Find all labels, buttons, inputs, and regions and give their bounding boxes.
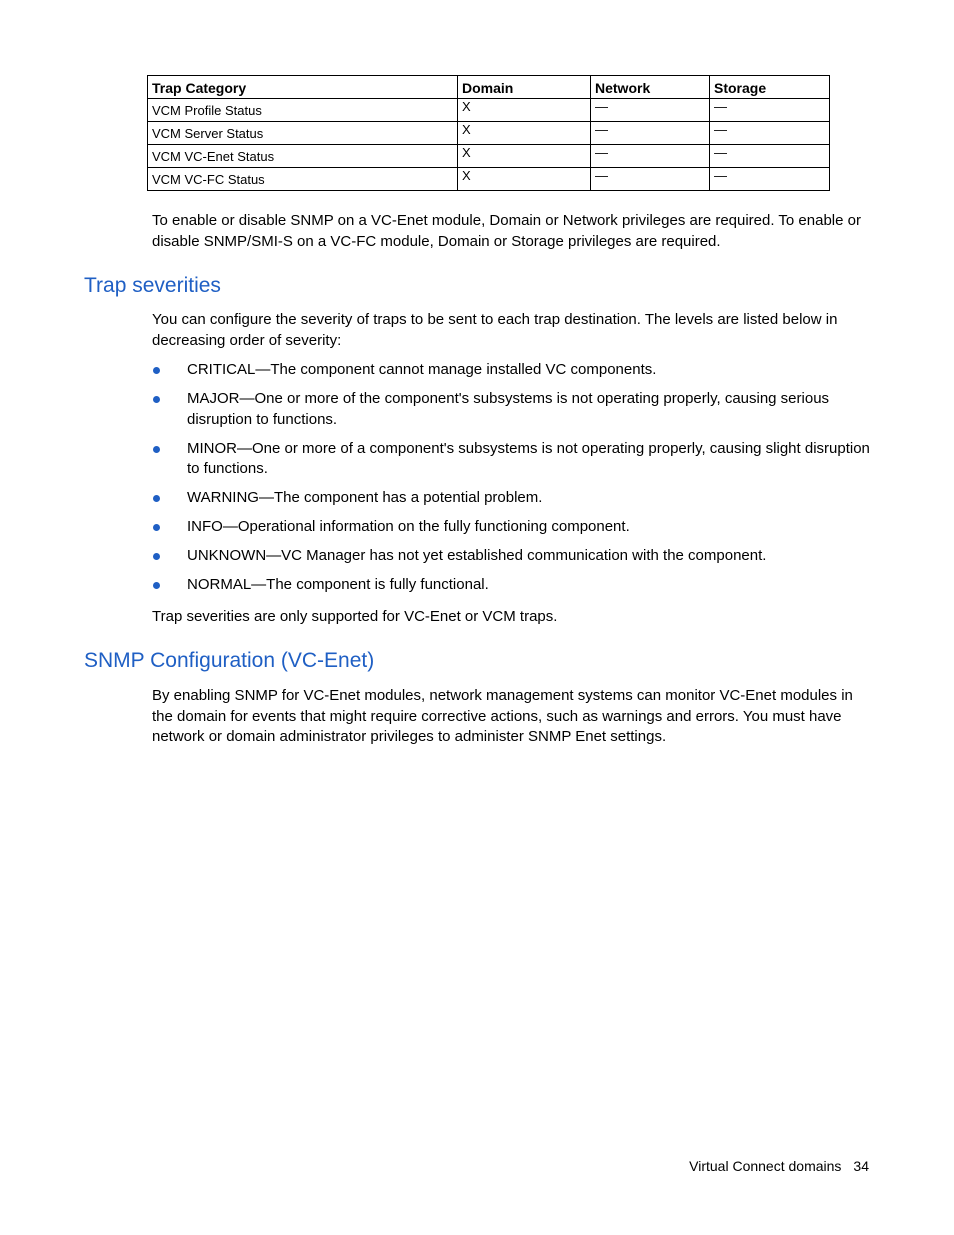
table-row xyxy=(148,145,830,168)
trap-category-table xyxy=(147,75,830,191)
bullet-icon xyxy=(153,524,160,531)
table-cell-category: VCM Server Status xyxy=(148,122,458,145)
trap-severities-note: Trap severities are only supported for VC-Enet or VCM traps. xyxy=(152,608,558,625)
column-header-network: Network xyxy=(591,76,710,99)
table-cell-network: — xyxy=(591,99,710,122)
table-cell-domain: X xyxy=(458,122,591,145)
bullet-icon xyxy=(153,582,160,589)
bullet-icon xyxy=(153,495,160,502)
severity-list xyxy=(152,360,874,604)
bullet-icon xyxy=(153,553,160,560)
list-item xyxy=(152,389,874,430)
table-cell-network: — xyxy=(591,168,710,191)
table-row xyxy=(148,122,830,145)
list-item xyxy=(152,488,874,509)
table-cell-storage: — xyxy=(710,99,830,122)
severity-critical-text: CRITICAL—The component cannot manage installed VC components. xyxy=(187,361,657,378)
bullet-icon xyxy=(153,446,160,453)
table-cell-domain: X xyxy=(458,99,591,122)
list-item xyxy=(152,575,874,596)
table-cell-storage: — xyxy=(710,168,830,191)
table-cell-domain: X xyxy=(458,168,591,191)
severity-warning-text: WARNING—The component has a potential problem. xyxy=(187,489,543,506)
bullet-icon xyxy=(153,367,160,374)
snmp-configuration-body: By enabling SNMP for VC-Enet modules, network management systems can monitor VC-Enet modules in the domain for events that might require corrective actions, such as warnings and errors. You must have network or domain administrator privileges to administer SNMP Enet settings. xyxy=(152,687,853,745)
column-header-domain: Domain xyxy=(458,76,591,99)
table-cell-category: VCM VC-FC Status xyxy=(148,168,458,191)
severity-minor-text: MINOR—One or more of a component's subsystems is not operating properly, causing slight disruption to functions. xyxy=(187,439,870,477)
table-cell-storage: — xyxy=(710,122,830,145)
table-cell-network: — xyxy=(591,145,710,168)
table-row xyxy=(148,168,830,191)
table-cell-category: VCM Profile Status xyxy=(148,99,458,122)
page-number: 34 xyxy=(853,1158,869,1174)
trap-severities-heading: Trap severities xyxy=(84,274,221,297)
table-cell-storage: — xyxy=(710,145,830,168)
table-row xyxy=(148,99,830,122)
column-header-storage: Storage xyxy=(710,76,830,99)
table-cell-domain: X xyxy=(458,145,591,168)
footer-section-title: Virtual Connect domains xyxy=(689,1158,842,1174)
list-item xyxy=(152,439,874,480)
trap-severities-intro: You can configure the severity of traps to be sent to each trap destination. The levels are listed below in decreasing order of severity: xyxy=(152,311,838,349)
list-item xyxy=(152,360,874,381)
page-footer xyxy=(689,1158,869,1174)
list-item xyxy=(152,546,874,567)
bullet-icon xyxy=(153,396,160,403)
list-item xyxy=(152,517,874,538)
severity-info-text: INFO—Operational information on the fully functioning component. xyxy=(187,518,630,535)
severity-normal-text: NORMAL—The component is fully functional. xyxy=(187,576,489,593)
snmp-privileges-paragraph: To enable or disable SNMP on a VC-Enet module, Domain or Network privileges are required. To enable or disable SNMP/SMI-S on a VC-FC module, Domain or Storage privileges are required. xyxy=(152,212,861,250)
snmp-configuration-heading: SNMP Configuration (VC-Enet) xyxy=(84,649,375,672)
table-cell-category: VCM VC-Enet Status xyxy=(148,145,458,168)
severity-unknown-text: UNKNOWN—VC Manager has not yet established communication with the component. xyxy=(187,547,767,564)
column-header-trap-category: Trap Category xyxy=(148,76,458,99)
table-header-row xyxy=(148,76,830,99)
severity-major-text: MAJOR—One or more of the component's subsystems is not operating properly, causing serious disruption to functions. xyxy=(187,390,830,428)
table-cell-network: — xyxy=(591,122,710,145)
